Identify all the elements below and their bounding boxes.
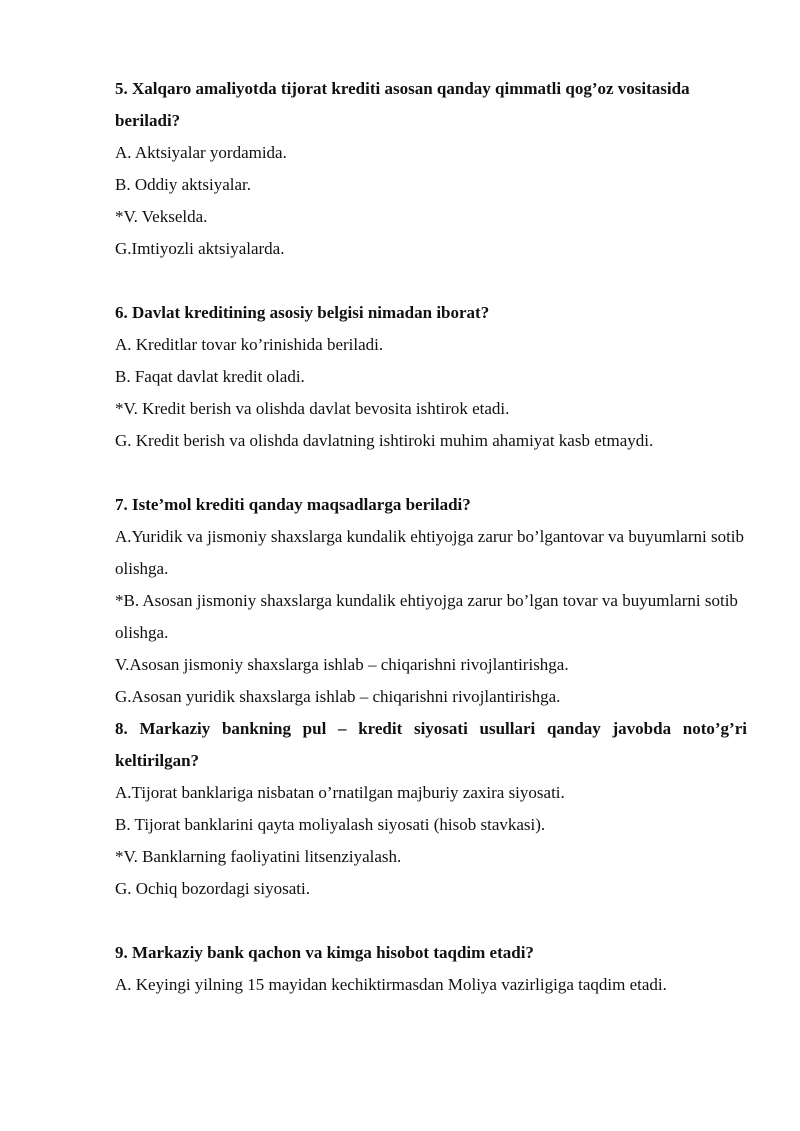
answer-option: *B. Asosan jismoniy shaxslarga kundalik ehtiyojga zarur bo’lgan tovar va buyumlarni sotib olishga.: [115, 591, 738, 642]
question-7: [115, 489, 747, 713]
answer-option: G. Kredit berish va olishda davlatning ishtiroki muhim ahamiyat kasb etmaydi.: [115, 431, 654, 450]
question-5: [115, 73, 747, 265]
question-9: [115, 937, 747, 1001]
answer-option: *V. Kredit berish va olishda davlat bevosita ishtirok etadi.: [115, 399, 510, 418]
spacer: [115, 457, 747, 489]
spacer: [115, 905, 747, 937]
answer-option: B. Tijorat banklarini qayta moliyalash siyosati (hisob stavkasi).: [115, 815, 546, 834]
question-title: 5. Xalqaro amaliyotda tijorat krediti asosan qanday qimmatli qog’oz vositasida beriladi?: [115, 79, 690, 130]
answer-option: *V. Banklarning faoliyatini litsenziyalash.: [115, 847, 402, 866]
document-page: [115, 73, 747, 1001]
question-6: [115, 297, 747, 457]
answer-option: A. Kreditlar tovar ko’rinishida beriladi.: [115, 335, 384, 354]
answer-option: A. Keyingi yilning 15 mayidan kechiktirmasdan Moliya vazirligiga taqdim etadi.: [115, 975, 667, 994]
answer-option: A. Aktsiyalar yordamida.: [115, 143, 287, 162]
answer-option: B. Faqat davlat kredit oladi.: [115, 367, 305, 386]
question-8: [115, 713, 747, 905]
answer-option: G. Ochiq bozordagi siyosati.: [115, 879, 310, 898]
answer-option: G.Asosan yuridik shaxslarga ishlab – chiqarishni rivojlantirishga.: [115, 687, 561, 706]
answer-option: *V. Vekselda.: [115, 207, 208, 226]
answer-option: A.Tijorat banklariga nisbatan o’rnatilgan majburiy zaxira siyosati.: [115, 783, 565, 802]
answer-option: B. Oddiy aktsiyalar.: [115, 175, 251, 194]
question-title: 8. Markaziy bankning pul – kredit siyosati usullari qanday javobda noto’g’ri keltirilgan?: [115, 719, 747, 770]
question-title: 6. Davlat kreditining asosiy belgisi nimadan iborat?: [115, 303, 490, 322]
spacer: [115, 265, 747, 297]
answer-option: V.Asosan jismoniy shaxslarga ishlab – chiqarishni rivojlantirishga.: [115, 655, 569, 674]
answer-option: G.Imtiyozli aktsiyalarda.: [115, 239, 285, 258]
question-title: 7. Iste’mol krediti qanday maqsadlarga beriladi?: [115, 495, 471, 514]
question-title: 9. Markaziy bank qachon va kimga hisobot taqdim etadi?: [115, 943, 534, 962]
answer-option: A.Yuridik va jismoniy shaxslarga kundalik ehtiyojga zarur bo’lgantovar va buyumlarni sotib olishga.: [115, 527, 745, 578]
